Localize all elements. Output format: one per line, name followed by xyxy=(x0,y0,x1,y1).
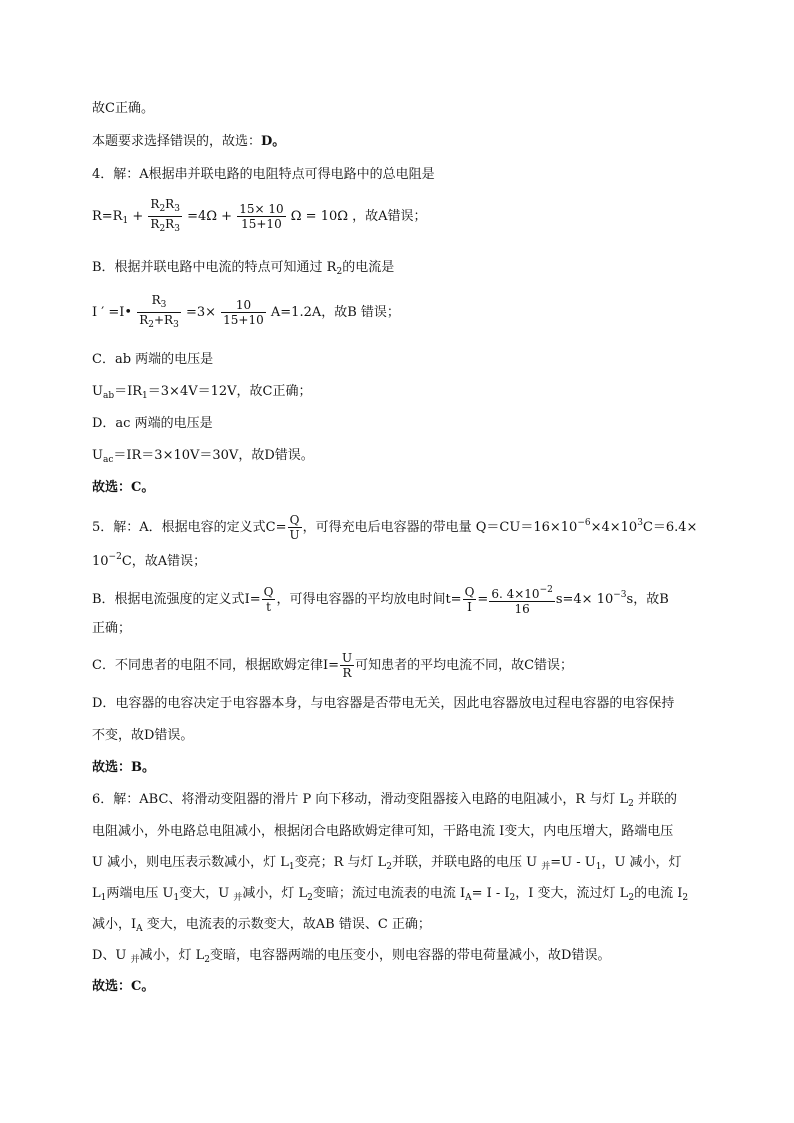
text-line: C．ab 两端的电压是 xyxy=(92,352,214,367)
fraction: $\frac{6. 4\times 10^{-2}}{16}$ xyxy=(491,585,553,616)
text-line: 不变，故D错误。 xyxy=(92,728,194,743)
text-line: 正确； xyxy=(92,621,132,636)
text-line: B．根据并联电路中电流的特点可知通过 $R_2$的电流是 xyxy=(92,260,395,277)
fraction: $\frac{Q}{U}$ xyxy=(289,513,300,542)
fraction: $\frac{15\times 10}{15+10}$ xyxy=(239,202,284,231)
question-5-heading: 5．解：A．根据电容的定义式C= $\frac{Q}{U}$ ，可得充电后电容器的带电量 $Q=CU=16\times 10^{-6}\times 4\times 10^3C=6.4\times$ xyxy=(92,513,698,542)
fraction: $\frac{U}{R}$ xyxy=(341,651,353,680)
text-line: D．ac 两端的电压是 xyxy=(92,416,213,431)
text-line: C．不同患者的电阻不同，根据欧姆定律I= $\frac{U}{R}$ 可知患者的平均电流不同，故C错误； xyxy=(92,651,574,680)
text-line: 本题要求选择错误的，故选：D。 xyxy=(92,134,286,149)
text-line: $U_{ac}=IR=3\times 10V=30V$，故D错误。 xyxy=(92,448,314,465)
fraction: $\frac{Q}{I}$ xyxy=(464,585,475,614)
fraction: $\frac{Q}{t}$ xyxy=(263,585,274,614)
answer-line: 故选：C。 xyxy=(92,979,155,994)
text-line: D．电容器的电容决定于电容器本身，与电容器是否带电无关，因此电容器放电过程电容器的电容保持 xyxy=(92,696,675,711)
text-line: B．根据电流强度的定义式I= $\frac{Q}{t}$ ，可得电容器的平均放电时间t= $\frac{Q}{I}$ = $\frac{6. 4\times 10^{-2}}{16}$ $s=4\times 10^{-3}s$，故B xyxy=(92,585,669,616)
text-line: $10^{-2}C$，故A错误； xyxy=(92,552,207,569)
question-6-heading: 6．解：ABC、将滑动变阻器的滑片 P 向下移动，滑动变阻器接入电路的电阻减小，R 与灯 $L_2$ 并联的 xyxy=(92,792,677,809)
equation-branch-current: I ′ =I• $\frac{R_3}{R_2+R_3}$ =3× $\frac{10}{15+10}$ A=1.2A，故B 错误； xyxy=(92,293,400,330)
text-line: 故C正确。 xyxy=(92,101,154,116)
fraction: $\frac{R_2R_3}{R_2R_3}$ xyxy=(150,197,180,234)
answer-label: D。 xyxy=(261,134,286,149)
question-4-heading: 4．解：A根据串并联电路的电阻特点可得电路中的总电阻是 xyxy=(92,167,435,182)
text-line: 电阻减小，外电路总电阻减小，根据闭合电路欧姆定律可知，干路电流 I变大，内电压增大，路端电压 xyxy=(92,824,674,839)
answer-line: 故选：C。 xyxy=(92,480,155,495)
equation-total-resistance: $R=R_1$ + $\frac{R_2R_3}{R_2R_3}$ =4Ω + $\frac{15\times 10}{15+10}$ Ω = 10Ω ，故A错误； xyxy=(92,197,427,234)
fraction: $\frac{10}{15+10}$ xyxy=(223,298,264,327)
answer-line: 故选：B。 xyxy=(92,760,155,775)
text-line: U 减小，则电压表示数减小，灯 $L_1$变亮；R 与灯 $L_2$并联，并联电路的电压 U $_并=U - U_1$，U 减小，灯 xyxy=(92,855,682,872)
text-line: 减小，$I_A$ 变大，电流表的示数变大，故AB 错误、C 正确； xyxy=(92,917,431,934)
text-line: $U_{ab}=IR_1=3\times 4V=12V$，故C正确； xyxy=(92,384,312,401)
text-line: $L_1$两端电压 $U_1$变大，U $_并$减小，灯 $L_2$变暗；流过电流表的电流 $I_A= I - I_2$，I 变大，流过灯 $L_2$的电流 $I_2$ xyxy=(92,886,689,903)
text-line: D、U $_并$减小，灯 $L_2$变暗，电容器两端的电压变小，则电容器的带电荷量减小，故D错误。 xyxy=(92,948,611,965)
fraction: $\frac{R_3}{R_2+R_3}$ xyxy=(139,293,179,330)
